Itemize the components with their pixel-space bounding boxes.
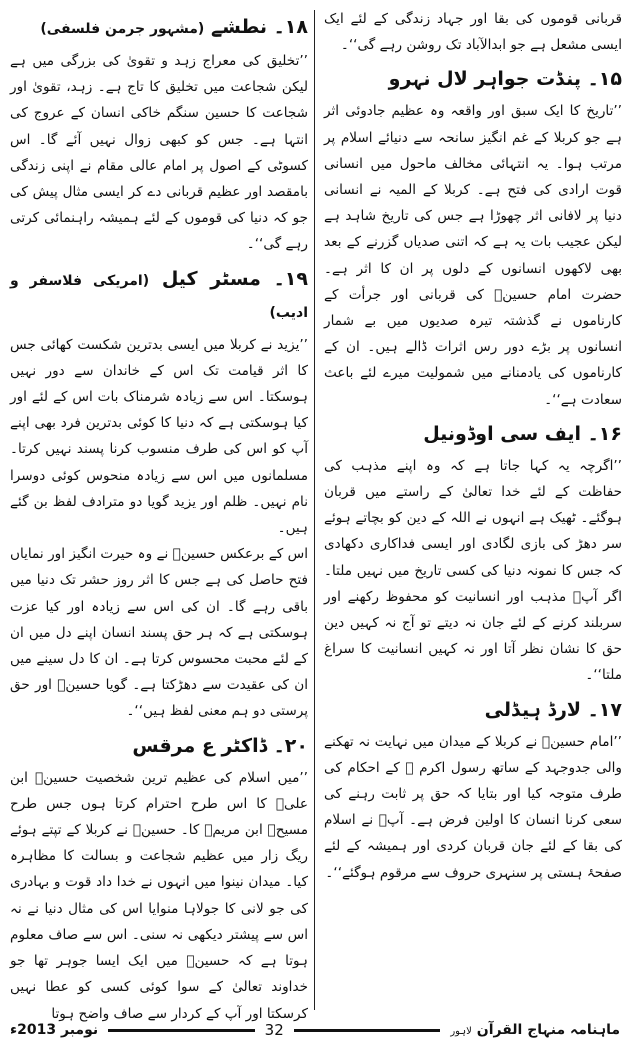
section-15-heading: ۱۵۔ پنڈت جواہر لال نہرو xyxy=(388,68,622,91)
section-18-text: ’’تخلیق کی معراج زہد و تقویٰ کی بزرگی میں ہے لیکن شجاعت میں تخلیق کا تاج ہے۔ زہد، تقویٰ اور شجاعت کا حسین سنگم خاکی انسان کے عروج کی انتہا ہے۔ جس کو کبھی زوال نہیں آئے گا۔ اس کسوٹی کے اصول پر امام عالی مقام نے اپنی زندگی بامقصد اور عظیم قربانی دے کر ایسی مثال پیش کی جو کہ دنیا کی قوموں کے لئے ہمیشہ راہنمائی کرتی رہے گی‘‘۔ xyxy=(10,53,308,253)
section-15-text: ’’تاریخ کا ایک سبق اور واقعہ وہ عظیم جادوئی اثر ہے جو کربلا کے غم انگیز سانحہ سے دنیائے اسلام پر مرتب ہوا۔ یہ انتہائی مخالف ماحول میں انسانی قوت ارادی کی فتح ہے۔ کربلا کے المیہ نے انسانی دنیا پر لافانی اثر چھوڑا ہے جس کی تاریخ شاہد ہے لیکن عجیب بات یہ ہے کہ اتنی صدیاں گزرنے کے بعد بھی لاکھوں انسانوں کے دلوں پر ان کا اثر ہے۔ حضرت امام حسینؑ کی قربانی اور جرأت کے کارناموں نے گذشتہ تیرہ صدیوں میں بے شمار انسانوں پر بڑے دور رس اثرات ڈالے ہیں۔ ان کے کارناموں کی یادمنانے میں شمولیت میرے لئے باعث سعادت ہے‘‘۔ xyxy=(324,103,622,408)
section-19-heading xyxy=(10,264,308,328)
footer-rule-right xyxy=(294,1029,441,1032)
section-19-title: ۱۹۔ مسٹر کیل xyxy=(161,267,308,290)
footer-rule-left xyxy=(108,1029,255,1032)
magazine-city: لاہور xyxy=(450,1026,472,1037)
magazine-name xyxy=(450,1022,620,1038)
intro-paragraph: قربانی قوموں کی بقا اور جہاد زندگی کے لئے ایک ایسی مشعل ہے جو ابدالآباد تک روشن رہے گی‘‘۔ xyxy=(324,11,622,54)
section-16-heading: ۱۶۔ ایف سی اوڈونیل xyxy=(423,422,622,445)
issue-date: نومبر 2013ء xyxy=(9,1022,99,1038)
left-column xyxy=(10,6,308,1027)
section-19-subtitle: (امریکی فلاسفر و ادیب) xyxy=(10,272,308,321)
section-17-text: ’’امام حسینؑ نے کربلا کے میدان میں نہایت نہ تھکنے والی جدوجہد کے ساتھ رسول اکرم ﷺ کے احکام کی طرف متوجہ کیا اور بتایا کہ حق پر ثابت رہنے کی سعی کرنا انسان کا اولین فرض ہے۔ آپؑ نے اسلام کی بقا کے لئے جان قربان کردی اور ہمیشہ کے لئے صفحۂ ہستی پر سنہری حروف سے مرقوم ہوگئے‘‘۔ xyxy=(324,733,622,881)
page-footer xyxy=(10,1018,620,1042)
section-17-heading: ۱۷۔ لارڈ ہیڈلی xyxy=(484,698,622,721)
page-number: 32 xyxy=(264,1021,284,1039)
section-20-text: ’’میں اسلام کی عظیم ترین شخصیت حسینؑ ابن علیؑ کا اس طرح احترام کرتا ہوں جس طرح مسیحؑ ابن مریمؑ کا۔ حسینؑ نے کربلا کے تپتے ہوئے ریگ زار میں عظیم شجاعت و بسالت کا مظاہرہ کیا۔ میدان نینوا میں انہوں نے خدا داد قوت و بہادری کی جو لانی کا جولاہا منوایا اس کی مثال دنیا نے نہ اس سے پیشتر دیکھی نہ سنی۔ اس سے صاف معلوم ہوتا ہے کہ حسینؑ میں ایک ایسا جوہر تھا جو خداوند تعالیٰ کے سوا کوئی کسی کو عطا نہیں کرسکتا اور آپ کے کردار سے صاف واضح ہوتا xyxy=(10,769,308,1022)
section-18-heading xyxy=(10,12,308,44)
section-19-text-1: ’’یزید نے کربلا میں ایسی بدترین شکست کھائی جس کا اثر قیامت تک اس کے خاندان سے دور نہیں ہوسکتا۔ اس سے زیادہ شرمناک بات اس کے لئے اور کیا ہوسکتی ہے کہ دنیا کا کوئی بدترین فرد بھی اپنے آپ کو اس کی طرف منسوب کرنا پسند نہیں کرتا۔ مسلمانوں میں اس سے زیادہ منحوس کوئی دوسرا نام نہیں۔ ظلم اور یزید گویا دو مترادف لفظ بن گئے ہیں۔ xyxy=(10,336,308,537)
column-divider xyxy=(314,10,315,1010)
section-16-text: ’’اگرچہ یہ کہا جاتا ہے کہ وہ اپنے مذہب کی حفاظت کے لئے خدا تعالیٰ کے راستے میں قربان ہوگئے۔ ٹھیک ہے انہوں نے اللہ کے دین کو بچاتے ہوئے سر دھڑ کی بازی لگادی اور ایسی فداکاری دکھادی کہ جس کا نمونہ دنیا کی کسی تاریخ میں نہیں ملتا۔ اگر آپؑ مذہب اور انسانیت کو محفوظ رکھنے اور سربلند کرنے کے لئے جان نہ دیتے تو آج نہ کہیں دین حق کا نشان نظر آتا اور نہ کہیں انسانیت کا سراغ ملتا‘‘۔ xyxy=(324,457,622,684)
section-20-heading: ۲۰۔ ڈاکٹر ع مرقس xyxy=(132,734,308,757)
right-column xyxy=(324,6,622,886)
section-19-text-2: اس کے برعکس حسینؑ نے وہ حیرت انگیز اور نمایاں فتح حاصل کی ہے جس کا اثر روز حشر تک دنیا میں باقی رہے گا۔ ان کی اس سے زیادہ اور کیا عزت ہوسکتی ہے کہ ہر حق پسند انسان اپنے دل میں ان کے لئے محبت محسوس کرتا ہے۔ ان کا دل سینے میں ان کی عقیدت سے دھڑکتا ہے۔ گویا حسینؑ اور حق پرستی دو ہم معنی لفظ ہیں‘‘۔ xyxy=(10,546,308,720)
magazine-title: ماہنامہ منہاج القرآن xyxy=(476,1022,620,1038)
section-18-subtitle: (مشہور جرمن فلسفی) xyxy=(40,21,205,37)
section-18-title: ۱۸۔ نطشے xyxy=(210,16,308,38)
